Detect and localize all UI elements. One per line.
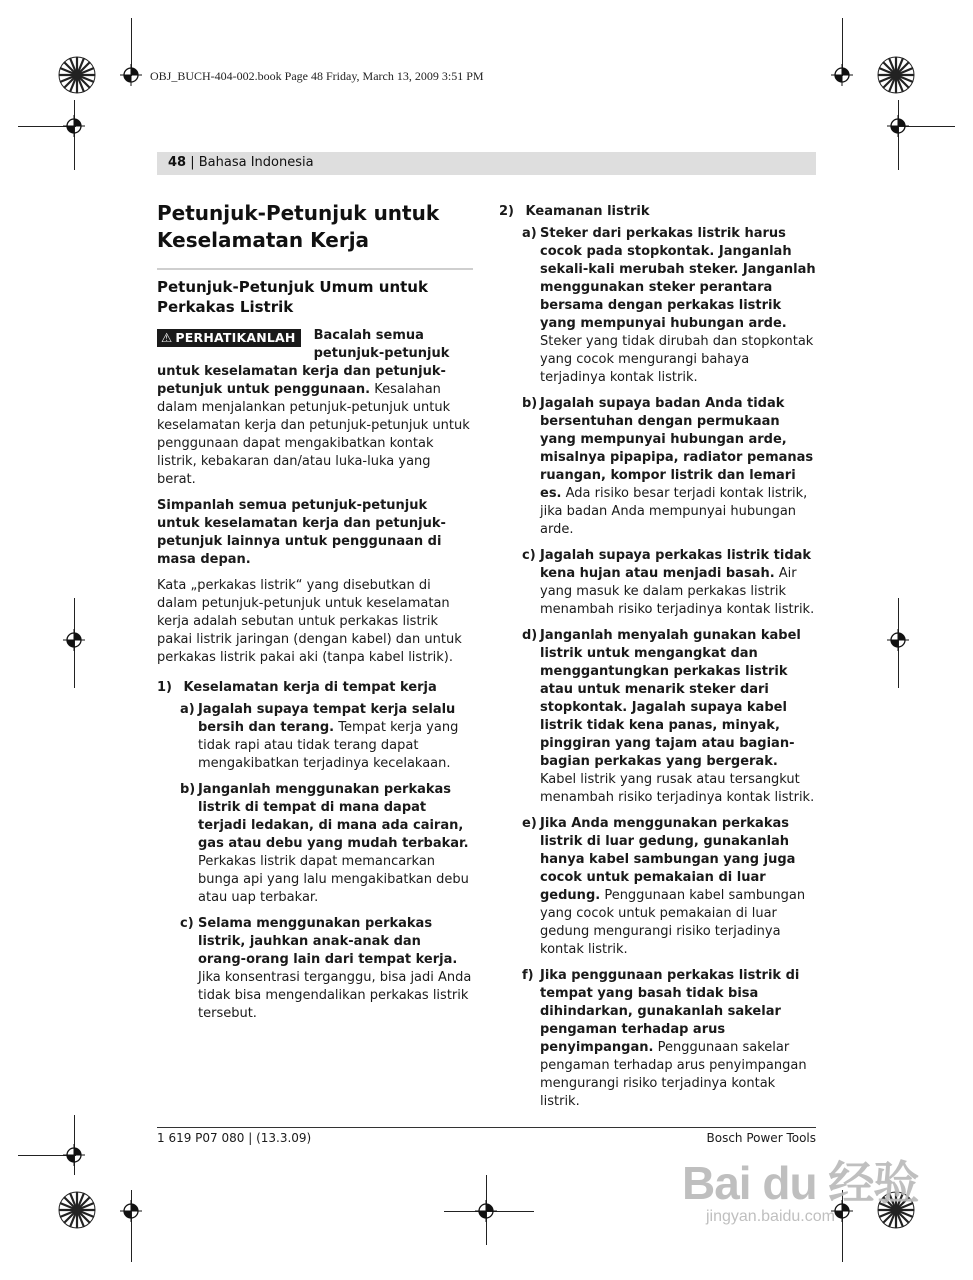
item-text: Penggunaan sakelar pengaman terhadap arus penyimpangan mengurangi risiko terjadinya kontak listrik. (540, 1040, 807, 1109)
list-item (157, 781, 473, 907)
item-bold-text: Jagalah supaya tempat kerja selalu bersih dan terang. (198, 702, 456, 735)
item-label: f) (522, 968, 534, 983)
item-bold-text: Jika penggunaan perkakas listrik di tempat yang basah tidak bisa dihindarkan, gunakanlah sakelar pengaman terhadap arus penyimpangan. (540, 968, 800, 1055)
section-heading-text: Keamanan listrik (525, 204, 650, 219)
list-item (499, 395, 817, 539)
list-item (157, 701, 473, 773)
item-label: a) (522, 226, 537, 241)
item-label: b) (522, 396, 538, 411)
item-bold-text: Jagalah supaya badan Anda tidak bersentuhan dengan permukaan yang mempunyai hubungan arde, misalnya pipapipa, radiator pemanas ruangan, kompor listrik dan lemari es. (540, 396, 814, 501)
watermark-logo: Bai du 经验 (682, 1157, 919, 1209)
item-text: Ada risiko besar terjadi kontak listrik, jika badan Anda mempunyai hubungan arde. (540, 486, 808, 537)
registration-mark-icon (63, 115, 85, 137)
warning-triangle-icon: ⚠ (161, 330, 173, 345)
warning-bold-text: Bacalah semua petunjuk-petunjuk untuk keselamatan kerja dan petunjuk-petunjuk untuk penggunaan. (157, 328, 450, 397)
definition-paragraph: Kata „perkakas listrik“ yang disebutkan di dalam petunjuk-petunjuk untuk keselamatan kerja adalah sebutan untuk perkakas listrik pakai listrik jaringan (dengan kabel) dan untuk perkakas listrik pakai aki (tanpa kabel listrik). (157, 578, 462, 665)
item-text: Kabel listrik yang rusak atau tersangkut menambah risiko terjadinya kontak listrik. (540, 772, 815, 805)
page-number: 48 (168, 155, 187, 170)
running-header (157, 152, 816, 175)
warning-text: Kesalahan dalam menjalankan petunjuk-petunjuk untuk keselamatan kerja dan petunjuk-petunjuk untuk penggunaan dapat mengakibatkan kontak listrik, kebakaran dan/atau luka-luka yang berat. (157, 382, 470, 487)
item-bold-text: Steker dari perkakas listrik harus cocok pada stopkontak. Janganlah sekali-kali merubah steker. Janganlah menggunakan steker perantara bersama dengan perkakas listrik yang mempunyai hubungan arde. (540, 226, 816, 331)
warning-block (157, 327, 473, 489)
warning-badge (157, 329, 301, 347)
list-item (499, 815, 817, 959)
registration-mark-icon (475, 1200, 497, 1222)
item-bold-text: Janganlah menyalah gunakan kabel listrik untuk mengangkat dan menggantungkan perkakas listrik atau untuk menarik steker dari stopkontak. Jagalah supaya kabel listrik tidak kena panas, minyak, pinggiran yang tajam atau bagian-bagian perkakas yang bergerak. (540, 628, 801, 769)
footer-brand: Bosch Power Tools (706, 1131, 816, 1145)
section-heading (157, 679, 473, 697)
divider (157, 268, 473, 270)
registration-mark-icon (887, 115, 909, 137)
section-number: 1) (157, 680, 172, 695)
item-label: c) (522, 548, 536, 563)
color-target-icon (877, 56, 915, 94)
item-label: d) (522, 628, 538, 643)
header-language: Bahasa Indonesia (198, 155, 314, 170)
color-target-icon (58, 56, 96, 94)
item-text: Tempat kerja yang tidak rapi atau tidak terang dapat mengakibatkan terjadinya kecelakaan. (198, 720, 459, 771)
registration-mark-icon (120, 64, 142, 86)
list-item (499, 225, 817, 387)
left-column (157, 200, 473, 1031)
item-text: Penggunaan kabel sambungan yang cocok untuk pemakaian di luar gedung mengurangi risiko terjadinya kontak listrik. (540, 888, 806, 957)
item-bold-text: Janganlah menggunakan perkakas listrik di tempat di mana dapat terjadi ledakan, di mana ada cairan, gas atau debu yang mudah terbakar. (198, 782, 469, 851)
item-label: e) (522, 816, 537, 831)
item-bold-text: Jagalah supaya perkakas listrik tidak kena hujan atau menjadi basah. (540, 548, 812, 581)
print-slug: OBJ_BUCH-404-002.book Page 48 Friday, March 13, 2009 3:51 PM (150, 69, 484, 83)
item-label: a) (180, 702, 195, 717)
list-item (499, 967, 817, 1111)
registration-mark-icon (63, 1144, 85, 1166)
item-text: Air yang masuk ke dalam perkakas listrik menambah risiko terjadinya kontak listrik. (540, 566, 815, 617)
list-item (499, 627, 817, 807)
watermark (682, 1158, 918, 1226)
item-bold-text: Selama menggunakan perkakas listrik, jauhkan anak-anak dan orang-orang lain dari tempat kerja. (198, 916, 458, 967)
color-target-icon (58, 1191, 96, 1229)
registration-mark-icon (887, 629, 909, 651)
footer-doc-id: 1 619 P07 080 | (13.3.09) (157, 1131, 312, 1145)
header-separator: | (186, 155, 199, 170)
page-title: Petunjuk-Petunjuk untuk Keselamatan Kerja (157, 201, 440, 252)
registration-mark-icon (63, 629, 85, 651)
list-item (157, 915, 473, 1023)
section-number: 2) (499, 204, 514, 219)
section-heading (499, 203, 817, 221)
list-item (499, 547, 817, 619)
footer-divider (157, 1127, 816, 1128)
right-column (499, 200, 817, 1119)
item-label: b) (180, 782, 196, 797)
warning-label: PERHATIKANLAH (175, 330, 296, 345)
registration-mark-icon (831, 64, 853, 86)
item-label: c) (180, 916, 194, 931)
registration-mark-icon (120, 1200, 142, 1222)
item-text: Steker yang tidak dirubah dan stopkontak yang cocok mengurangi bahaya terjadinya kontak listrik. (540, 334, 814, 385)
save-instructions: Simpanlah semua petunjuk-petunjuk untuk keselamatan kerja dan petunjuk-petunjuk lainnya untuk penggunaan di masa depan. (157, 498, 446, 567)
section-title: Petunjuk-Petunjuk Umum untuk Perkakas Listrik (157, 278, 428, 316)
item-text: Perkakas listrik dapat memancarkan bunga api yang lalu mengakibatkan debu atau uap terbakar. (198, 854, 469, 905)
watermark-url: jingyan.baidu.com (706, 1208, 835, 1225)
item-text: Jika konsentrasi terganggu, bisa jadi Anda tidak bisa mengendalikan perkakas listrik tersebut. (198, 970, 472, 1021)
item-bold-text: Jika Anda menggunakan perkakas listrik di luar gedung, gunakanlah hanya kabel sambungan yang juga cocok untuk pemakaian di luar gedung. (540, 816, 796, 903)
section-heading-text: Keselamatan kerja di tempat kerja (183, 680, 437, 695)
